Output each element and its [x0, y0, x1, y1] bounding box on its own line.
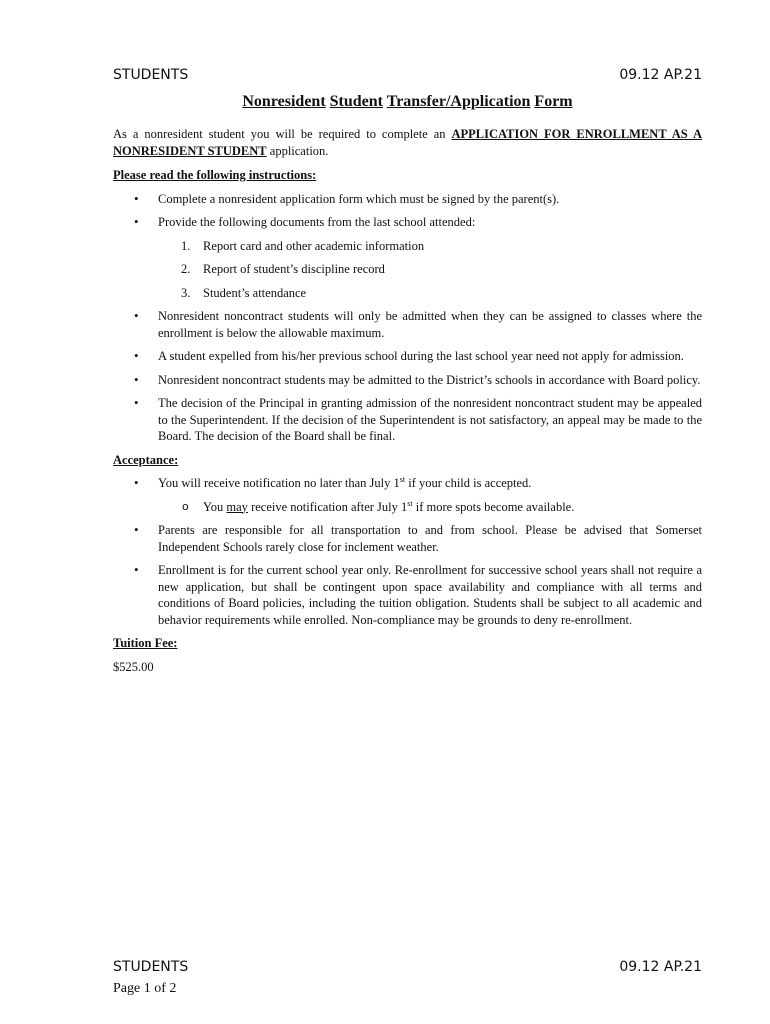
document-number: 1.: [181, 238, 191, 253]
list-item: • The decision of the Principal in granting admission of the nonresident noncontract student may be appealed to the Superintendent. If the decision of the Superintendent is not satisfactory, an appeal may be made to the Board. The decision of the Board shall be final.: [113, 395, 702, 445]
s1-may: may: [226, 499, 248, 514]
title-word-1: Nonresident: [242, 93, 326, 110]
document-text: Report card and other academic information: [203, 238, 425, 253]
instructions-list: [113, 191, 702, 445]
list-item: • Nonresident noncontract students will only be admitted when they can be assigned to classes where the enrollment is below the allowable maximum.: [113, 308, 702, 341]
list-item: • Complete a nonresident application form which must be signed by the parent(s).: [113, 191, 702, 208]
document-item: [158, 285, 702, 302]
s1-sup: st: [407, 498, 413, 508]
s1-post: if more spots become available.: [415, 499, 575, 514]
document-item: [158, 261, 702, 278]
s1-mid: receive notification after July 1: [251, 499, 408, 514]
document-text: Student’s attendance: [203, 285, 307, 300]
tuition-heading: Tuition Fee:: [113, 636, 178, 650]
list-item: • A student expelled from his/her previous school during the last school year need not apply for admission.: [113, 348, 702, 365]
list-item: • Parents are responsible for all transportation to and from school. Please be advised that Somerset Independent Schools rarely close for inclement weather.: [113, 522, 702, 555]
intro-pre: As a nonresident student you will be required to complete an: [113, 127, 446, 141]
intro-paragraph: [113, 126, 702, 159]
a1-pre: You will receive notification no later than July 1: [158, 476, 400, 490]
document-number: 2.: [181, 262, 191, 276]
list-item: • Nonresident noncontract students may be admitted to the District’s schools in accordance with Board policy.: [113, 372, 702, 389]
document-title: [113, 92, 702, 112]
intro-post: application.: [269, 143, 329, 158]
a1-sup: st: [399, 475, 406, 484]
document-number: 3.: [181, 285, 191, 300]
footer-right: 09.12 AP.21: [619, 959, 702, 975]
acceptance-list: [113, 475, 702, 628]
header-right: 09.12 AP.21: [619, 67, 702, 83]
page-footer: [113, 958, 702, 976]
a1-post: if your child is accepted.: [408, 476, 532, 490]
document-text: Report of student’s discipline record: [203, 262, 385, 276]
list-item: [113, 475, 702, 515]
footer-left: STUDENTS: [113, 959, 189, 975]
header-left: STUDENTS: [113, 67, 189, 83]
list-item: [113, 214, 702, 301]
sub-list-item: [158, 499, 702, 516]
s1-pre: You: [203, 499, 224, 514]
list-item: • Enrollment is for the current school year only. Re-enrollment for successive school years shall not require a new application, but shall be contingent upon space availability and compliance with all terms and conditions of Board policies, including the tuition obligation. Students shall be subject to all academic and behavior requirements while enrolled. Non-compliance may be grounds to deny re-enrollment.: [113, 562, 702, 628]
sub-list: [158, 499, 702, 516]
page-number: Page 1 of 2: [113, 981, 177, 996]
title-word-4: Form: [534, 93, 573, 110]
page-header: [113, 66, 702, 84]
list-item-text: Provide the following documents from the last school attended:: [158, 215, 476, 229]
document-item: [158, 238, 702, 255]
documents-list: [158, 238, 702, 302]
title-word-3: Transfer/Application: [386, 93, 531, 110]
instructions-heading: Please read the following instructions:: [113, 168, 317, 182]
intro-emphasis: APPLICATION FOR ENROLLMENT AS A NONRESIDENT STUDENT: [113, 127, 703, 158]
acceptance-heading: Acceptance:: [113, 452, 179, 467]
sub-bullet-marker: o: [182, 499, 189, 513]
tuition-amount: $525.00: [113, 659, 154, 674]
title-word-2: Student: [329, 93, 383, 110]
document-body: [113, 92, 702, 675]
